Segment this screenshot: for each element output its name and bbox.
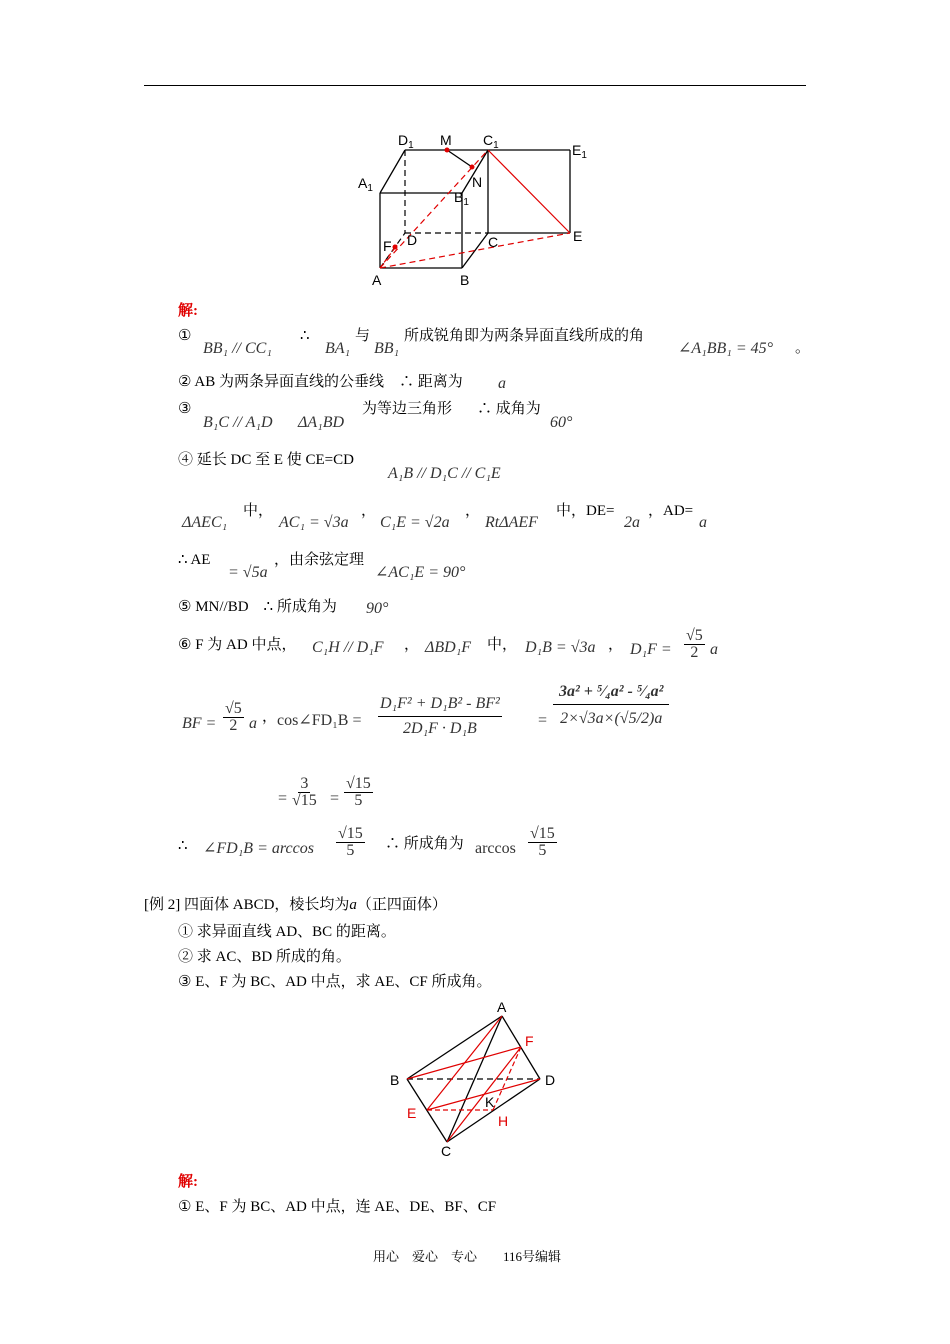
- item6-d1b: D₁B = √3a: [525, 639, 596, 656]
- fig2-label-B: B: [390, 1072, 400, 1088]
- item4b-triangle: ΔAEC₁: [182, 514, 228, 531]
- fig2-label-E: E: [407, 1105, 417, 1121]
- arccos-b: arccos: [475, 840, 516, 857]
- label-B1: $B_1$: [454, 189, 469, 208]
- arccos-frac2: $\frac{√15}{5}$: [530, 825, 555, 859]
- item1-parallel: BB₁ // CC₁: [203, 340, 272, 357]
- arccos-therefore: ∴: [178, 838, 188, 854]
- eq-line-eq2: =: [330, 790, 340, 807]
- example2-title: [例 2] 四面体 ABCD，棱长均为a（正四面体）: [144, 897, 447, 913]
- item4-parallel: A₁B // D₁C // C₁E: [388, 465, 501, 482]
- item1-bb1: BB₁: [374, 340, 400, 357]
- label-M: M: [440, 132, 452, 148]
- item3-parallel: B₁C // A₁D: [203, 414, 273, 431]
- comma-bf: ，: [262, 709, 278, 725]
- arccos-t2: ∴ 所成角为: [385, 836, 464, 852]
- item6-a: a: [710, 641, 718, 658]
- bf-label: BF =: [182, 715, 217, 732]
- cube-figure: [350, 125, 600, 295]
- item1-text: 所成锐角即为两条异面直线所成的角: [404, 328, 645, 344]
- item6-frac: $\frac{√5}{2}$: [686, 627, 703, 661]
- item4-text: ④ 延长 DC 至 E 使 CE=CD: [178, 452, 354, 468]
- item4b-ac1: AC₁ = √3a: [279, 514, 349, 531]
- header-rule: [144, 85, 806, 86]
- example2-q3: ③ E、F 为 BC、AD 中点，求 AE、CF 所成角。: [178, 974, 492, 990]
- item1-num: ①: [178, 328, 192, 344]
- eq-frac2: $\frac{√15}{5}$: [346, 775, 371, 809]
- arccos-angle: ∠FD₁B = arccos: [203, 840, 314, 857]
- bf-frac: $\frac{√5}{2}$: [225, 700, 242, 734]
- label-C: C: [488, 234, 499, 250]
- solution2-label: 解:: [178, 1174, 198, 1190]
- tetrahedron-figure: [385, 1000, 570, 1160]
- arccos-frac1: $\frac{√15}{5}$: [338, 825, 363, 859]
- cos-eq: =: [538, 712, 548, 729]
- item4b-rt: RtΔAEF: [485, 514, 538, 531]
- item6-text: ⑥ F 为 AD 中点，: [178, 637, 297, 653]
- item1-end: 。: [795, 340, 811, 356]
- example2-q2: ② 求 AC、BD 所成的角。: [178, 949, 351, 965]
- footer: 用心 爱心 专心 116号编辑: [373, 1249, 562, 1264]
- item4c-t2: ，由余弦定理: [274, 552, 365, 568]
- item4b-de: 2a: [624, 514, 640, 531]
- item4c-angle: ∠AC₁E = 90°: [375, 564, 466, 581]
- item6-zhong: 中，: [487, 637, 518, 653]
- item1-angle: ∠A₁BB₁ = 45°: [678, 340, 774, 357]
- item6-d1f: D₁F =: [630, 641, 672, 658]
- item4b-comma1: ，: [361, 503, 377, 519]
- item4c-ae: = √5a: [228, 564, 268, 581]
- eq-frac1: $\frac{3}{√15}$: [292, 775, 317, 809]
- item1-therefore: ∴: [300, 328, 310, 344]
- item4b-zhong: 中，: [243, 503, 274, 519]
- solution2-text: ① E、F 为 BC、AD 中点，连 AE、DE、BF、CF: [178, 1199, 497, 1215]
- eq-line-eq: =: [278, 790, 288, 807]
- item3-text: 为等边三角形: [362, 401, 453, 417]
- item6-comma: ，: [404, 637, 420, 653]
- item1-with: 与: [355, 328, 371, 344]
- cos-label: cos∠FD₁B =: [277, 712, 362, 729]
- item5-angle: 90°: [366, 600, 389, 617]
- fig2-label-K: K: [485, 1094, 495, 1110]
- label-C1: $C_1$: [483, 132, 499, 151]
- item4b-a: a: [699, 514, 707, 531]
- fig2-label-F: F: [525, 1033, 534, 1049]
- fig2-label-D: D: [545, 1072, 556, 1088]
- bf-a: a: [249, 715, 257, 732]
- item4b-c1e: C₁E = √2a: [380, 514, 450, 531]
- solution-label: 解:: [178, 303, 198, 319]
- cos-frac1: $\frac{\text{D₁F² + D₁B² - BF²}}{\text{2D₁F · D₁B}}$: [380, 695, 500, 737]
- item3-angle: 60°: [550, 414, 573, 431]
- label-D: D: [407, 232, 418, 248]
- label-N: N: [472, 174, 483, 190]
- item3-triangle: ΔA₁BD: [298, 414, 345, 431]
- item4b-zhong2: 中，DE=: [556, 503, 615, 519]
- item5-text: ⑤ MN//BD ∴ 所成角为: [178, 599, 337, 615]
- item6-bd1f: ΔBD₁F: [425, 639, 472, 656]
- item6-comma2: ，: [608, 637, 624, 653]
- item1-ba1: BA₁: [325, 340, 351, 357]
- label-A: A: [372, 272, 382, 288]
- item4b-comma2: ，: [465, 503, 481, 519]
- example2-q1: ① 求异面直线 AD、BC 的距离。: [178, 924, 396, 940]
- item3-t2: ∴ 成角为: [477, 401, 541, 417]
- item2-a: a: [498, 375, 506, 392]
- fig2-label-H: H: [498, 1113, 509, 1129]
- label-D1: $D_1$: [398, 132, 414, 151]
- fig2-label-A: A: [497, 1000, 507, 1015]
- label-E1: $E_1$: [572, 142, 587, 161]
- label-B: B: [460, 272, 470, 288]
- label-F: F: [383, 238, 392, 254]
- item4b-ad: ，AD=: [648, 503, 694, 519]
- label-E: E: [573, 228, 583, 244]
- item4c-text: ∴ AE: [178, 552, 211, 568]
- fig2-label-C: C: [441, 1143, 452, 1159]
- label-A1: $A_1$: [358, 175, 373, 194]
- item2-text: ② AB 为两条异面直线的公垂线 ∴ 距离为: [178, 374, 463, 390]
- item6-c1h: C₁H // D₁F: [312, 639, 384, 656]
- item3-num: ③: [178, 401, 192, 417]
- cos-frac2: $\frac{\text{3a² + ⁵⁄₄a² - ⁵⁄₄a²}}{2\times√3a\times(√5/2)a}$: [553, 680, 669, 727]
